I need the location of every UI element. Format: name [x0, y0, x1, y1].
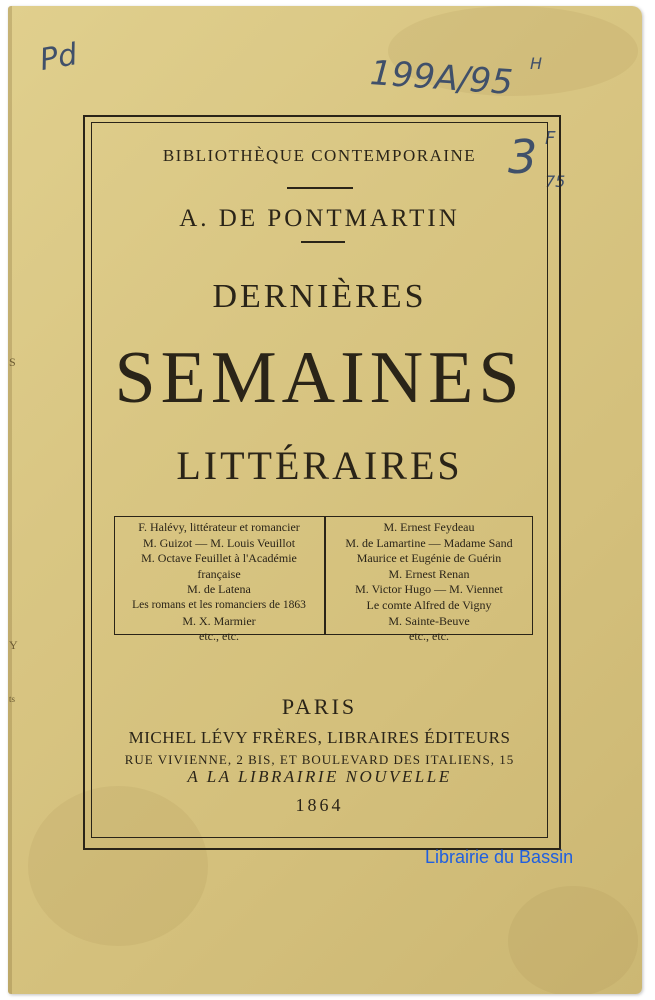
contents-left-column — [115, 520, 323, 645]
spine-letter: Y — [9, 638, 18, 652]
contents-entry: M. Sainte-Beuve — [388, 613, 470, 628]
title-line-3: LITTÉRAIRES — [176, 443, 463, 488]
title-line-2: SEMAINES — [114, 337, 525, 419]
title-line-1: DERNIÈRES — [212, 278, 427, 315]
handwritten-letter-h: H — [530, 54, 543, 73]
handwritten-initials: Pd — [37, 37, 80, 78]
contents-entry: etc., etc. — [409, 629, 449, 644]
contents-entry: M. Ernest Renan — [388, 566, 470, 581]
publisher-address: RUE VIVIENNE, 2 BIS, ET BOULEVARD DES ITALIENS, 15 — [124, 752, 515, 767]
contents-entry: Les romans et les romanciers de 1863 — [132, 598, 306, 611]
contents-entry: M. Guizot — M. Louis Veuillot — [142, 535, 296, 550]
contents-box — [114, 516, 533, 644]
divider-rule — [287, 187, 353, 189]
series-title: BIBLIOTHÈQUE CONTEMPORAINE — [162, 146, 477, 165]
contents-entry: Le comte Alfred de Vigny — [366, 597, 492, 612]
divider-rule — [301, 241, 345, 243]
publisher-name: MICHEL LÉVY FRÈRES, LIBRAIRES ÉDITEURS — [128, 728, 511, 747]
contents-entry: M. Victor Hugo — M. Viennet — [355, 582, 503, 597]
publication-year: 1864 — [295, 795, 344, 815]
contents-entry: M. de Lamartine — Madame Sand — [345, 535, 513, 550]
spine-edge — [8, 6, 12, 994]
bookshop-name: A LA LIBRAIRIE NOUVELLE — [187, 767, 452, 786]
contents-entry: etc., etc. — [199, 629, 239, 644]
contents-entry: M. Ernest Feydeau — [383, 520, 475, 534]
contents-entry: F. Halévy, littérateur et romancier — [138, 520, 300, 534]
handwritten-price-unit: F — [545, 128, 556, 149]
contents-entry: française — [197, 566, 241, 581]
handwritten-catalog-number: 199A/95 — [368, 53, 515, 103]
publication-city: PARIS — [281, 694, 358, 719]
contents-right-column — [325, 520, 533, 645]
contents-entry: M. X. Marmier — [182, 613, 256, 628]
spine-letter: S — [9, 355, 16, 369]
cover-stain — [508, 886, 638, 994]
watermark: Librairie du Bassin — [425, 847, 574, 867]
contents-entry: M. Octave Feuillet à l'Académie — [141, 551, 297, 566]
contents-entry: Maurice et Eugénie de Guérin — [356, 551, 502, 566]
author-name: A. DE PONTMARTIN — [179, 205, 460, 232]
handwritten-price: 3 — [508, 130, 538, 184]
contents-entry: M. de Latena — [187, 582, 251, 597]
spine-letter: ts — [9, 694, 16, 704]
handwritten-price-cents: 75 — [545, 172, 566, 191]
